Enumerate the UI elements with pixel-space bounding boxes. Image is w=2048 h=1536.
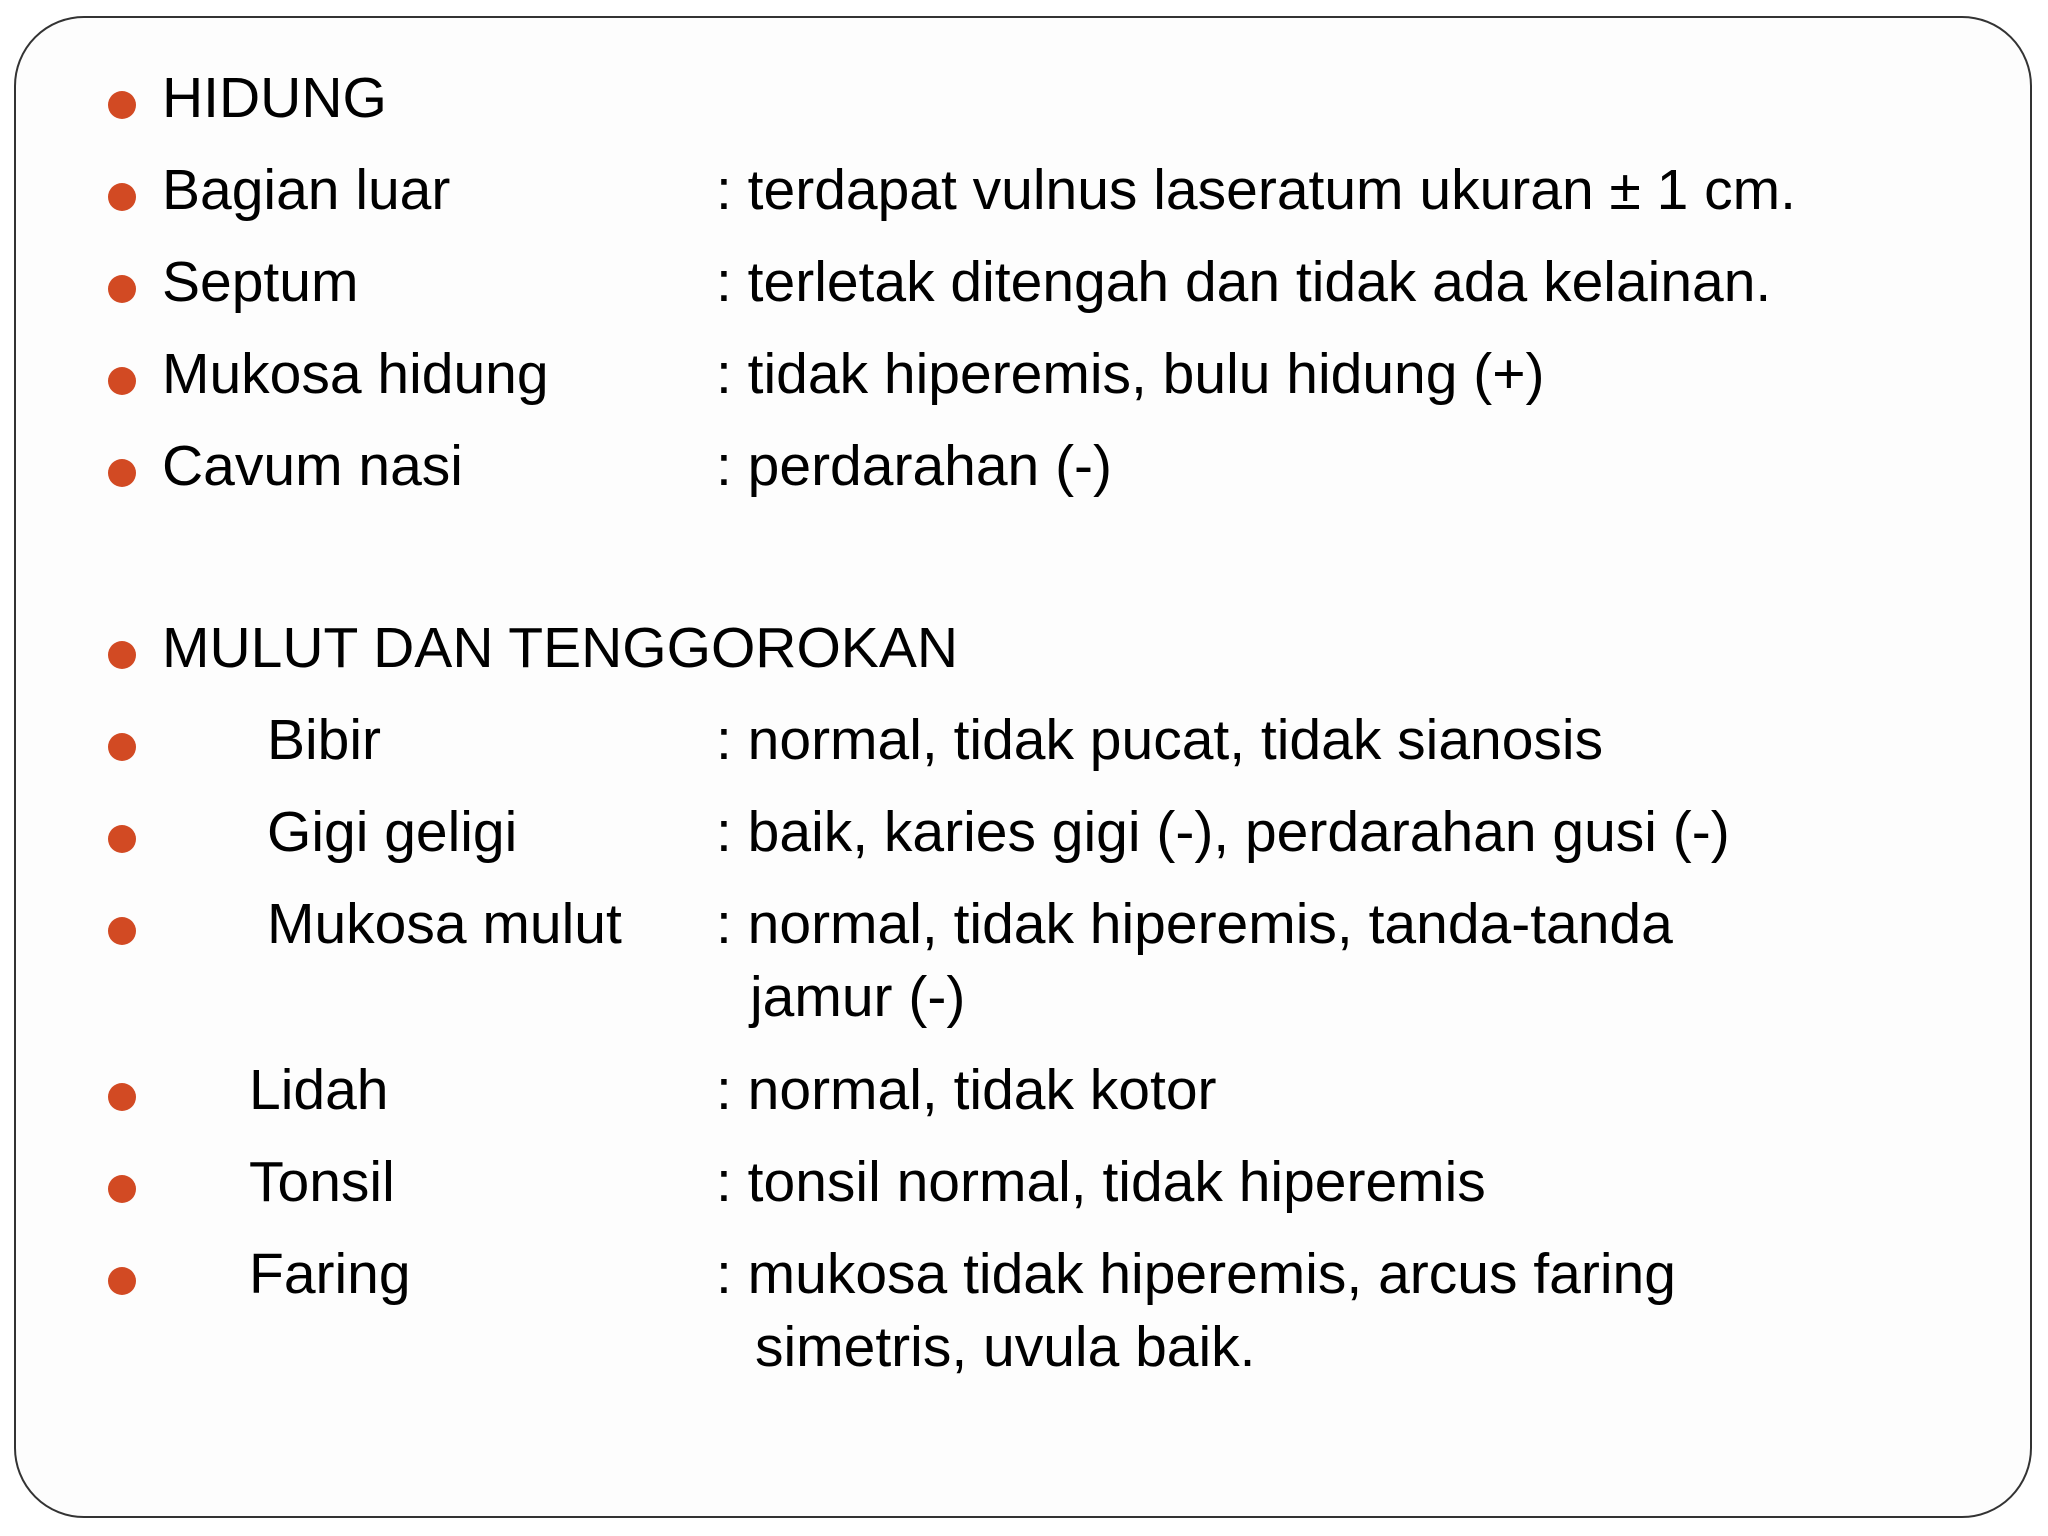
list-item-mulut-heading bbox=[0, 618, 2048, 698]
item-value: : terdapat vulnus laseratum ukuran ± 1 cm. bbox=[716, 158, 1796, 222]
bullet-icon bbox=[108, 1083, 136, 1111]
item-label: Bagian luar bbox=[162, 158, 451, 222]
item-label: Tonsil bbox=[249, 1150, 395, 1214]
section-heading-hidung: HIDUNG bbox=[162, 66, 387, 130]
item-value: : normal, tidak pucat, tidak sianosis bbox=[716, 708, 1604, 772]
item-value: : perdarahan (-) bbox=[716, 434, 1113, 498]
item-label: Faring bbox=[249, 1242, 411, 1306]
item-value-continuation: jamur (-) bbox=[750, 965, 966, 1029]
bullet-icon bbox=[108, 275, 136, 303]
bullet-icon bbox=[108, 1175, 136, 1203]
list-item bbox=[0, 802, 2048, 882]
item-label: Mukosa mulut bbox=[267, 892, 622, 956]
item-label: Mukosa hidung bbox=[162, 342, 549, 406]
item-label: Gigi geligi bbox=[267, 800, 518, 864]
item-label: Septum bbox=[162, 250, 359, 314]
item-value: : terletak ditengah dan tidak ada kelainan. bbox=[716, 250, 1772, 314]
bullet-icon bbox=[108, 459, 136, 487]
item-label: Lidah bbox=[249, 1058, 389, 1122]
item-value-continuation: simetris, uvula baik. bbox=[755, 1315, 1256, 1379]
item-label: Cavum nasi bbox=[162, 434, 463, 498]
list-item-hidung-heading bbox=[0, 68, 2048, 148]
bullet-icon bbox=[108, 825, 136, 853]
item-label: Bibir bbox=[267, 708, 382, 772]
list-item bbox=[0, 1060, 2048, 1140]
list-item bbox=[0, 344, 2048, 424]
bullet-icon bbox=[108, 917, 136, 945]
list-item bbox=[0, 252, 2048, 332]
list-item bbox=[0, 710, 2048, 790]
list-item bbox=[0, 1244, 2048, 1394]
item-value: : tonsil normal, tidak hiperemis bbox=[716, 1150, 1486, 1214]
list-item bbox=[0, 1152, 2048, 1232]
list-item bbox=[0, 436, 2048, 516]
item-value: : normal, tidak kotor bbox=[716, 1058, 1217, 1122]
list-item bbox=[0, 160, 2048, 240]
bullet-icon bbox=[108, 1267, 136, 1295]
bullet-icon bbox=[108, 733, 136, 761]
bullet-icon bbox=[108, 183, 136, 211]
bullet-icon bbox=[108, 91, 136, 119]
item-value: : tidak hiperemis, bulu hidung (+) bbox=[716, 342, 1545, 406]
item-value: : normal, tidak hiperemis, tanda-tanda bbox=[716, 892, 1673, 956]
bullet-icon bbox=[108, 367, 136, 395]
list-item bbox=[0, 894, 2048, 1044]
bullet-icon bbox=[108, 641, 136, 669]
item-value: : baik, karies gigi (-), perdarahan gusi (-) bbox=[716, 800, 1730, 864]
item-value: : mukosa tidak hiperemis, arcus faring bbox=[716, 1242, 1676, 1306]
section-heading-mulut: MULUT DAN TENGGOROKAN bbox=[162, 616, 958, 680]
